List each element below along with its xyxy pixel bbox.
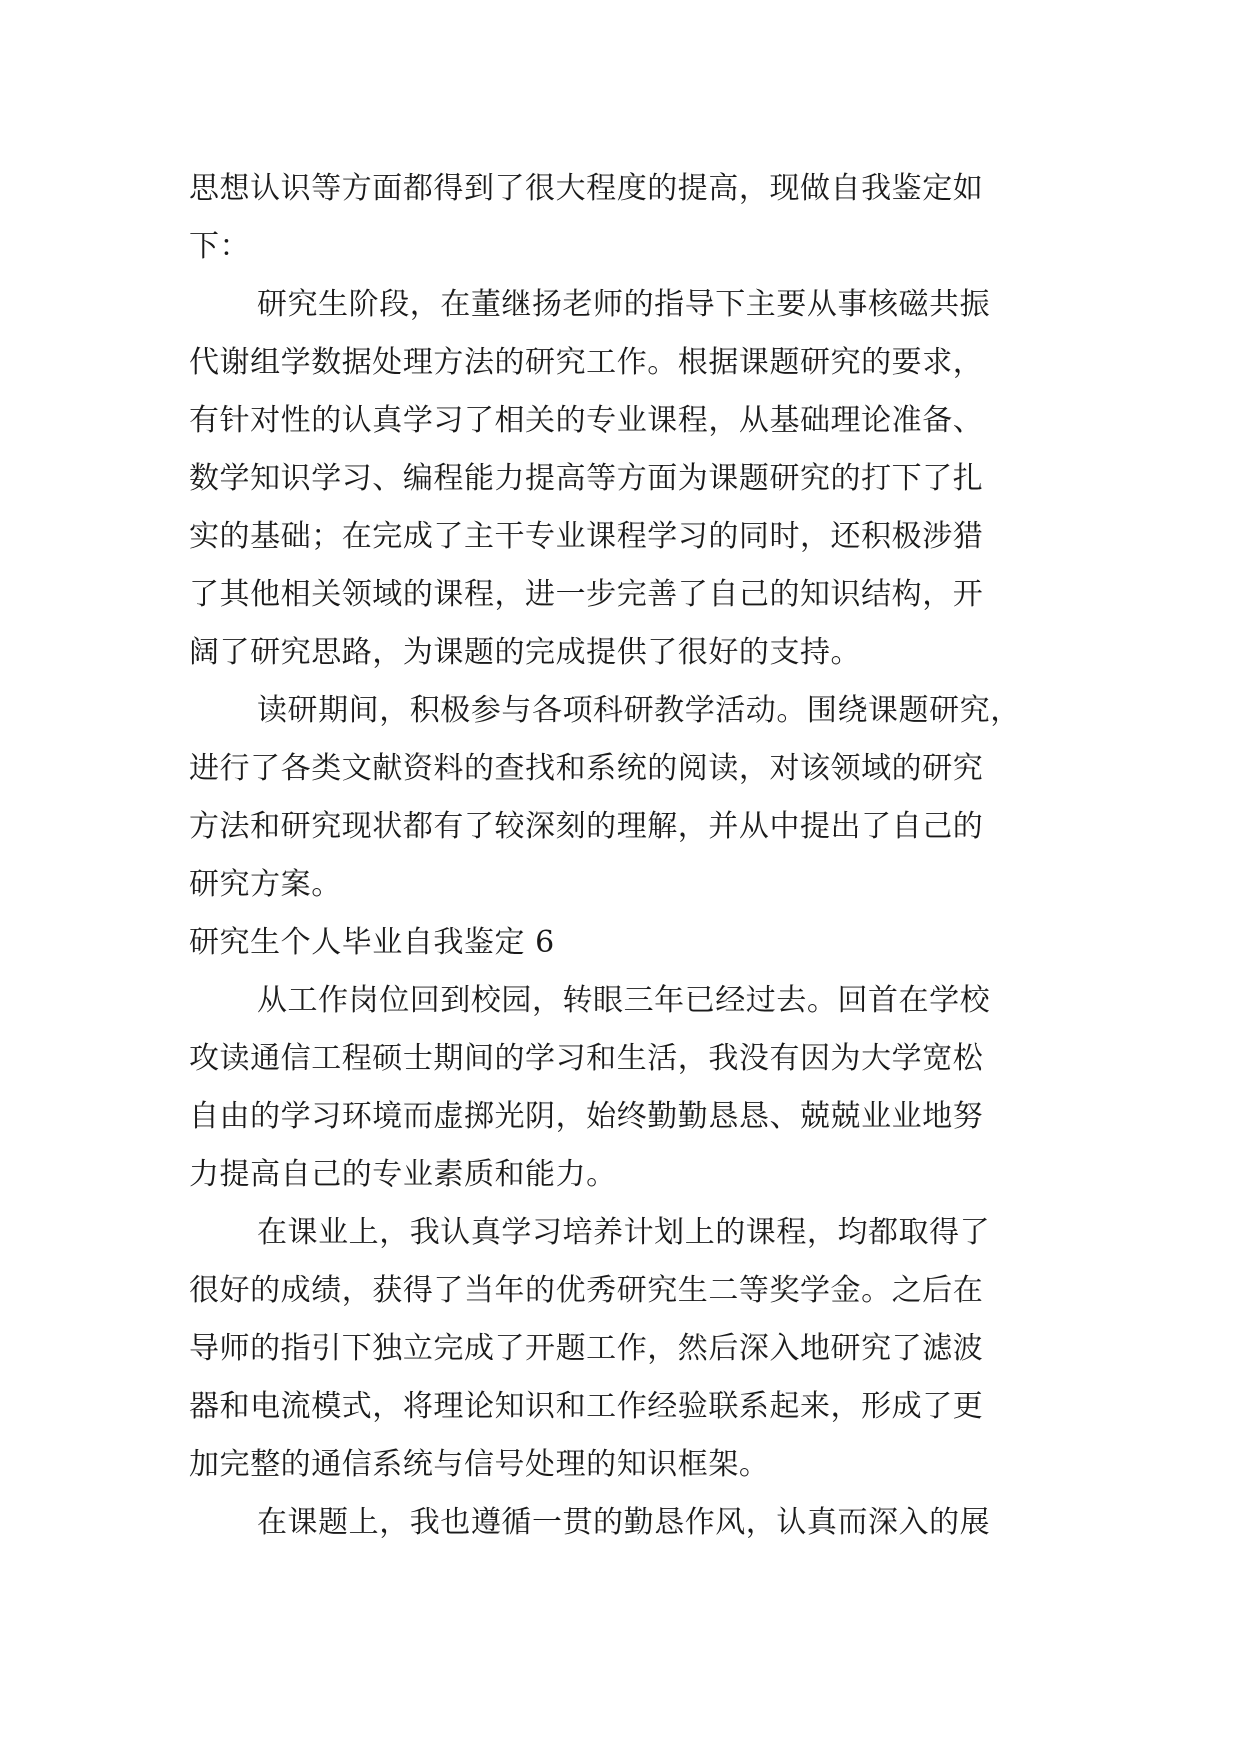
paragraph-line: 下： [189,229,251,264]
paragraph-line: 读研期间，积极参与各项科研教学活动。围绕课题研究， [257,693,1021,728]
paragraph-line: 方法和研究现状都有了较深刻的理解，并从中提出了自己的 [189,809,984,844]
paragraph-line: 有针对性的认真学习了相关的专业课程，从基础理论准备、 [189,403,984,438]
paragraph-line: 阔了研究思路，为课题的完成提供了很好的支持。 [189,635,862,670]
paragraph-line: 在课业上，我认真学习培养计划上的课程，均都取得了 [257,1215,991,1250]
section-heading: 研究生个人毕业自我鉴定 6 [189,925,555,960]
paragraph-line: 数学知识学习、编程能力提高等方面为课题研究的打下了扎 [189,461,984,496]
paragraph-line: 实的基础；在完成了主干专业课程学习的同时，还积极涉猎 [189,519,984,554]
paragraph-line: 力提高自己的专业素质和能力。 [189,1157,617,1192]
paragraph-line: 很好的成绩，获得了当年的优秀研究生二等奖学金。之后在 [189,1273,984,1308]
paragraph-line: 器和电流模式，将理论知识和工作经验联系起来，形成了更 [189,1389,984,1424]
paragraph-line: 研究生阶段，在董继扬老师的指导下主要从事核磁共振 [257,287,991,322]
paragraph-line: 加完整的通信系统与信号处理的知识框架。 [189,1447,770,1482]
paragraph-line: 研究方案。 [189,867,342,902]
paragraph-line: 代谢组学数据处理方法的研究工作。根据课题研究的要求， [189,345,984,380]
paragraph-line: 在课题上，我也遵循一贯的勤恳作风，认真而深入的展 [257,1505,991,1540]
paragraph-line: 进行了各类文献资料的查找和系统的阅读，对该领域的研究 [189,751,984,786]
document-body [189,160,1049,1552]
paragraph-line: 自由的学习环境而虚掷光阴，始终勤勤恳恳、兢兢业业地努 [189,1099,984,1134]
paragraph-line: 了其他相关领域的课程，进一步完善了自己的知识结构，开 [189,577,984,612]
paragraph-line: 思想认识等方面都得到了很大程度的提高，现做自我鉴定如 [189,171,984,206]
paragraph-line: 从工作岗位回到校园，转眼三年已经过去。回首在学校 [257,983,991,1018]
paragraph-line: 攻读通信工程硕士期间的学习和生活，我没有因为大学宽松 [189,1041,984,1076]
paragraph-line: 导师的指引下独立完成了开题工作，然后深入地研究了滤波 [189,1331,984,1366]
